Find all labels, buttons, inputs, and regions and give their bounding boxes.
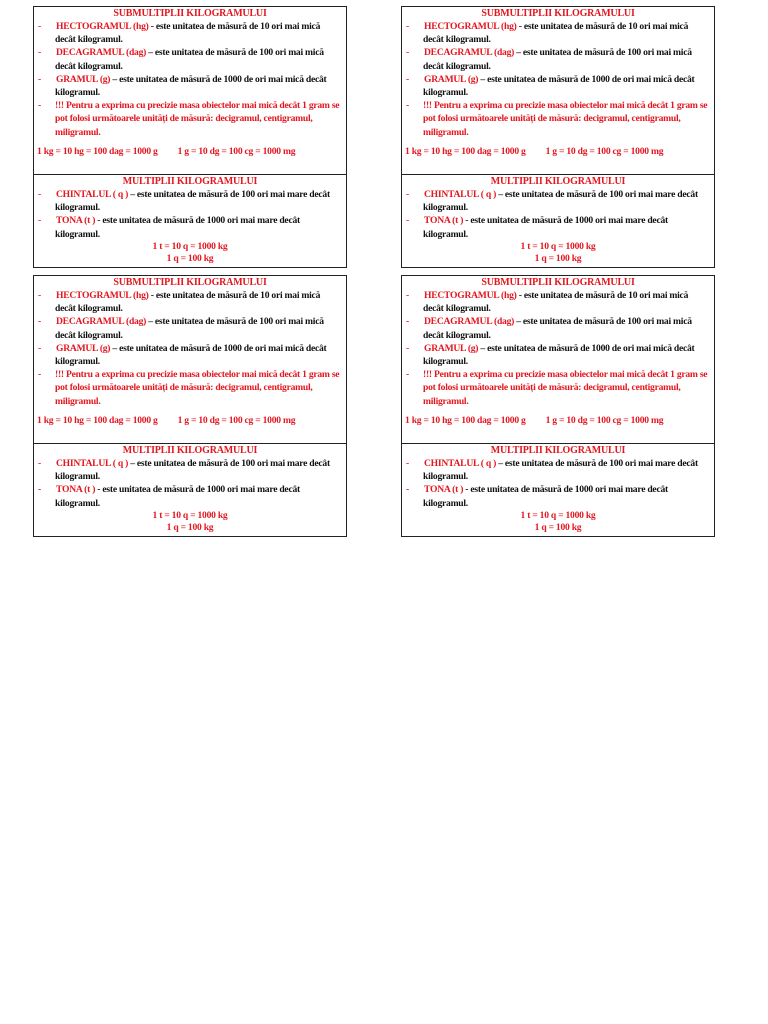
list-item-gram: - GRAMUL (g) – este unitatea de măsură de 1000 de ori mai mică decât kilogramul. (406, 342, 695, 368)
equiv-g: 1 g = 10 dg = 100 cg = 1000 mg (177, 145, 296, 157)
list-item-hectogram: - HECTOGRAMUL (hg) - este unitatea de măsură de 10 ori mai mică decât kilogramul. (406, 290, 689, 315)
equiv-ton: 1 t = 10 q = 1000 kg (520, 240, 596, 252)
list-item-hectogram: - HECTOGRAMUL (hg) - este unitatea de măsură de 10 ori mai mică decât kilogramul. (38, 290, 321, 315)
card-4 (401, 275, 715, 537)
submultiples-section (34, 277, 346, 444)
submultiples-section (402, 277, 714, 444)
equiv-kg: 1 kg = 10 hg = 100 dag = 1000 g (405, 414, 526, 426)
list-item-hectogram: - HECTOGRAMUL (hg) - este unitatea de măsură de 10 ori mai mică decât kilogramul. (406, 21, 689, 46)
list-item-decagram: - DECAGRAMUL (dag) – este unitatea de măsură de 100 ori mai mică decât kilogramul. (406, 316, 692, 341)
submultiples-title: SUBMULTIPLII KILOGRAMULUI (113, 8, 267, 19)
list-item-decagram: - DECAGRAMUL (dag) – este unitatea de măsură de 100 ori mai mică decât kilogramul. (38, 316, 324, 341)
list-item-ton: - TONA (t ) - este unitatea de măsură de 1000 ori mai mare decât kilogramul. (38, 215, 300, 240)
multiples-title: MULTIPLII KILOGRAMULUI (490, 176, 626, 187)
equiv-g: 1 g = 10 dg = 100 cg = 1000 mg (545, 414, 664, 426)
note-item: - !!! Pentru a exprima cu precizie masa obiectelor mai mică decât 1 gram se pot folosi următoarele unități de măsură: decigramul, centigramul, miligramul. (38, 100, 340, 138)
equiv-kg: 1 kg = 10 hg = 100 dag = 1000 g (37, 145, 158, 157)
equiv-kg: 1 kg = 10 hg = 100 dag = 1000 g (37, 414, 158, 426)
equiv-quintal: 1 q = 100 kg (534, 522, 582, 534)
list-item-decagram: - DECAGRAMUL (dag) – este unitatea de măsură de 100 ori mai mică decât kilogramul. (38, 47, 324, 72)
equiv-ton: 1 t = 10 q = 1000 kg (520, 509, 596, 521)
note-item: - !!! Pentru a exprima cu precizie masa obiectelor mai mică decât 1 gram se pot folosi următoarele unități de măsură: decigramul, centigramul, miligramul. (406, 100, 708, 138)
list-item-hectogram: - HECTOGRAMUL (hg) - este unitatea de măsură de 10 ori mai mică decât kilogramul. (38, 21, 321, 46)
equiv-quintal: 1 q = 100 kg (166, 522, 214, 534)
equiv-ton: 1 t = 10 q = 1000 kg (152, 509, 228, 521)
list-item-quintal: - CHINTALUL ( q ) – este unitatea de măsură de 100 ori mai mare decât kilogramul. (406, 458, 698, 483)
card-3 (33, 275, 347, 537)
equiv-g: 1 g = 10 dg = 100 cg = 1000 mg (545, 145, 664, 157)
multiples-section (402, 176, 714, 267)
list-item-decagram: - DECAGRAMUL (dag) – este unitatea de măsură de 100 ori mai mică decât kilogramul. (406, 47, 692, 72)
list-item-quintal: - CHINTALUL ( q ) – este unitatea de măsură de 100 ori mai mare decât kilogramul. (38, 458, 330, 483)
equivalence-row (38, 415, 342, 427)
list-item-ton: - TONA (t ) - este unitatea de măsură de 1000 ori mai mare decât kilogramul. (406, 484, 668, 509)
note-item: - !!! Pentru a exprima cu precizie masa obiectelor mai mică decât 1 gram se pot folosi următoarele unități de măsură: decigramul, centigramul, miligramul. (38, 369, 340, 407)
multiples-section (402, 445, 714, 536)
multiples-section (34, 445, 346, 536)
multiples-title: MULTIPLII KILOGRAMULUI (122, 176, 258, 187)
multiples-title: MULTIPLII KILOGRAMULUI (122, 445, 258, 456)
note-item: - !!! Pentru a exprima cu precizie masa obiectelor mai mică decât 1 gram se pot folosi următoarele unități de măsură: decigramul, centigramul, miligramul. (406, 369, 708, 407)
multiples-title: MULTIPLII KILOGRAMULUI (490, 445, 626, 456)
list-item-ton: - TONA (t ) - este unitatea de măsură de 1000 ori mai mare decât kilogramul. (406, 215, 668, 240)
equiv-kg: 1 kg = 10 hg = 100 dag = 1000 g (405, 145, 526, 157)
submultiples-title: SUBMULTIPLII KILOGRAMULUI (481, 8, 635, 19)
equivalence-row (38, 146, 342, 158)
card-2 (401, 6, 715, 268)
list-item-ton: - TONA (t ) - este unitatea de măsură de 1000 ori mai mare decât kilogramul. (38, 484, 300, 509)
submultiples-title: SUBMULTIPLII KILOGRAMULUI (481, 277, 635, 288)
equiv-ton: 1 t = 10 q = 1000 kg (152, 240, 228, 252)
list-item-gram: - GRAMUL (g) – este unitatea de măsură de 1000 de ori mai mică decât kilogramul. (38, 342, 327, 368)
card-1 (33, 6, 347, 268)
submultiples-section (34, 8, 346, 175)
list-item-gram: - GRAMUL (g) – este unitatea de măsură de 1000 de ori mai mică decât kilogramul. (38, 73, 327, 99)
equiv-g: 1 g = 10 dg = 100 cg = 1000 mg (177, 414, 296, 426)
list-item-quintal: - CHINTALUL ( q ) – este unitatea de măsură de 100 ori mai mare decât kilogramul. (38, 189, 330, 214)
equivalence-row (406, 415, 710, 427)
submultiples-section (402, 8, 714, 175)
multiples-section (34, 176, 346, 267)
submultiples-title: SUBMULTIPLII KILOGRAMULUI (113, 277, 267, 288)
list-item-gram: - GRAMUL (g) – este unitatea de măsură de 1000 de ori mai mică decât kilogramul. (406, 73, 695, 99)
equivalence-row (406, 146, 710, 158)
equiv-quintal: 1 q = 100 kg (534, 253, 582, 265)
list-item-quintal: - CHINTALUL ( q ) – este unitatea de măsură de 100 ori mai mare decât kilogramul. (406, 189, 698, 214)
equiv-quintal: 1 q = 100 kg (166, 253, 214, 265)
